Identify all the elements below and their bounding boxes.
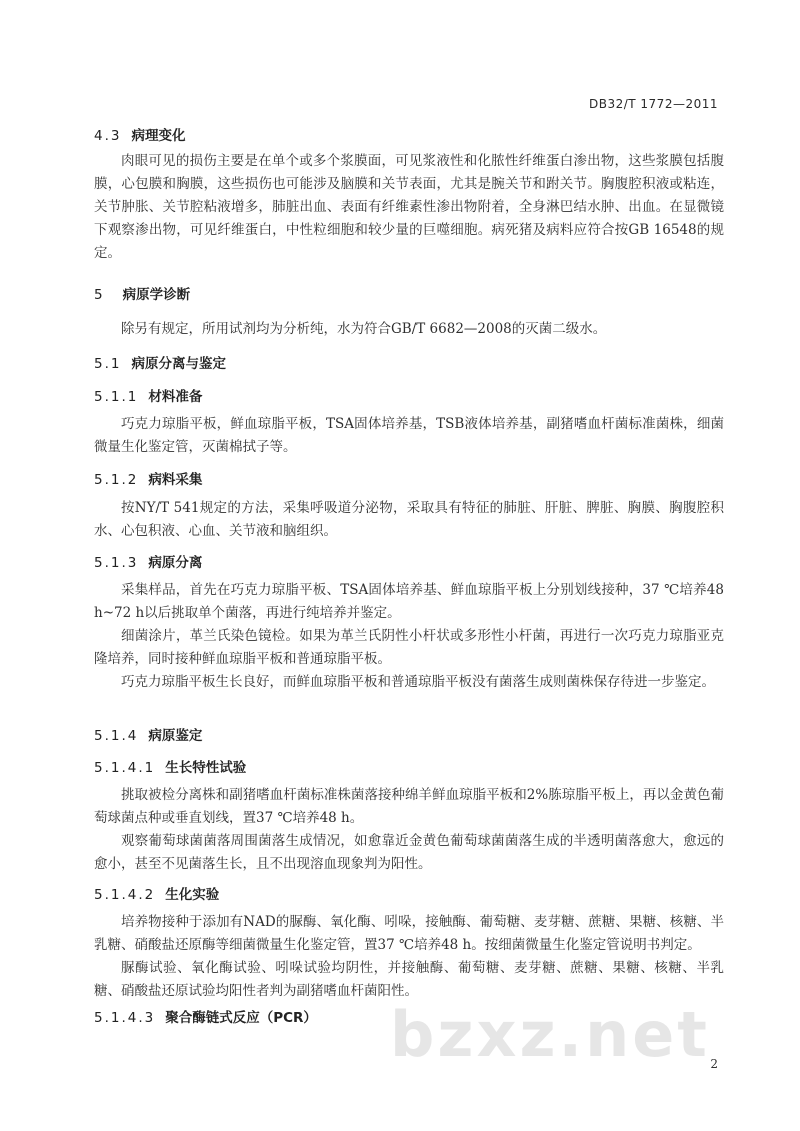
section-number: 5.1.4 <box>94 728 139 744</box>
section-title: 病原分离 <box>148 555 203 571</box>
section-title: 病理变化 <box>131 128 186 144</box>
section-number: 5.1.2 <box>94 472 139 488</box>
section-title: 生化实验 <box>165 887 220 903</box>
paragraph-5-1-4-2-b: 脲酶试验、氧化酶试验、吲哚试验均阴性，并接触酶、葡萄糖、麦芽糖、蔗糖、果糖、核糖、半乳糖、硝酸盐还原试验均阳性者判为副猪嗜血杆菌阳性。 <box>94 960 724 999</box>
section-title: 材料准备 <box>148 389 203 405</box>
section-title: 病原分离与鉴定 <box>131 356 226 372</box>
document-code: DB32/T 1772—2011 <box>588 97 718 111</box>
section-title: 生长特性试验 <box>165 760 247 776</box>
section-number: 5.1.4.2 <box>94 887 156 903</box>
paragraph-4-3: 肉眼可见的损伤主要是在单个或多个浆膜面，可见浆液性和化脓性纤维蛋白渗出物，这些浆膜包括腹膜，心包膜和胸膜，这些损伤也可能涉及脑膜和关节表面，尤其是腕关节和跗关节。胸腹腔积液或粘连，关节肿胀、关节腔粘液增多，肺脏出血、表面有纤维素性渗出物附着，全身淋巴结水肿、出血。在显微镜下观察渗出物，可见纤维蛋白，中性粒细胞和较少量的巨噬细胞。病死猪及病料应符合按GB 16548的规定。 <box>94 153 724 261</box>
section-title: 病料采集 <box>148 472 203 488</box>
page-number: 2 <box>710 1057 718 1071</box>
section-number: 5.1 <box>94 356 122 372</box>
section-heading-5 <box>94 283 190 303</box>
paragraph-5-1-2: 按NY/T 541规定的方法，采集呼吸道分泌物，采取具有特征的肺脏、肝脏、脾脏、胸膜、胸腹腔积水、心包积液、心血、关节液和脑组织。 <box>94 500 724 539</box>
section-number: 5.1.1 <box>94 389 139 405</box>
section-heading-5-1-3 <box>94 551 202 571</box>
section-heading-5-1-4-1 <box>94 756 246 776</box>
section-number: 5.1.4.1 <box>94 760 156 776</box>
section-number: 5 <box>94 287 105 303</box>
paragraph-5-1-3-c: 巧克力琼脂平板生长良好，而鲜血琼脂平板和普通琼脂平板没有菌落生成则菌株保存待进一步鉴定。 <box>121 674 715 690</box>
paragraph-5-1-4-1-a: 挑取被检分离株和副猪嗜血杆菌标准株菌落接种绵羊鲜血琼脂平板和2%胨琼脂平板上，再以金黄色葡萄球菌点种或垂直划线，置37 ℃培养48 h。 <box>94 787 724 826</box>
section-number: 4.3 <box>94 128 122 144</box>
paragraph-5-1-1: 巧克力琼脂平板，鲜血琼脂平板，TSA固体培养基，TSB液体培养基，副猪嗜血杆菌标准菌株，细菌微量生化鉴定管，灭菌棉拭子等。 <box>94 416 724 455</box>
section-heading-5-1-4-2 <box>94 883 219 903</box>
section-heading-5-1-1 <box>94 385 202 405</box>
paragraph-5-1-4-2-a: 培养物接种于添加有NAD的脲酶、氧化酶、吲哚，接触酶、葡萄糖、麦芽糖、蔗糖、果糖、核糖、半乳糖、硝酸盐还原酶等细菌微量生化鉴定管，置37 ℃培养48 h。按细菌微量生化鉴定管说明书判定。 <box>94 914 724 953</box>
section-number: 5.1.3 <box>94 555 139 571</box>
section-heading-5-1-4-3 <box>94 1006 317 1026</box>
section-title: 聚合酶链式反应（PCR） <box>165 1010 317 1026</box>
section-heading-4-3 <box>94 124 185 144</box>
paragraph-5-1-4-1-b: 观察葡萄球菌菌落周围菌落生成情况，如愈靠近金黄色葡萄球菌菌落生成的半透明菌落愈大，愈远的愈小，甚至不见菌落生长，且不出现溶血现象判为阳性。 <box>94 833 724 872</box>
paragraph-5: 除另有规定，所用试剂均为分析纯，水为符合GB/T 6682—2008的灭菌二级水。 <box>121 321 607 337</box>
section-heading-5-1-2 <box>94 468 202 488</box>
section-heading-5-1-4 <box>94 724 202 744</box>
section-heading-5-1 <box>94 352 226 372</box>
section-title: 病原鉴定 <box>148 728 203 744</box>
paragraph-5-1-3-b: 细菌涂片，革兰氏染色镜检。如果为革兰氏阴性小杆状或多形性小杆菌，再进行一次巧克力琼脂亚克隆培养，同时接种鲜血琼脂平板和普通琼脂平板。 <box>94 628 724 667</box>
watermark: bzxz.net <box>390 998 710 1071</box>
section-number: 5.1.4.3 <box>94 1010 156 1026</box>
paragraph-5-1-3-a: 采集样品，首先在巧克力琼脂平板、TSA固体培养基、鲜血琼脂平板上分别划线接种，37 ℃培养48 h~72 h以后挑取单个菌落，再进行纯培养并鉴定。 <box>94 582 724 621</box>
section-title: 病原学诊断 <box>122 287 191 303</box>
